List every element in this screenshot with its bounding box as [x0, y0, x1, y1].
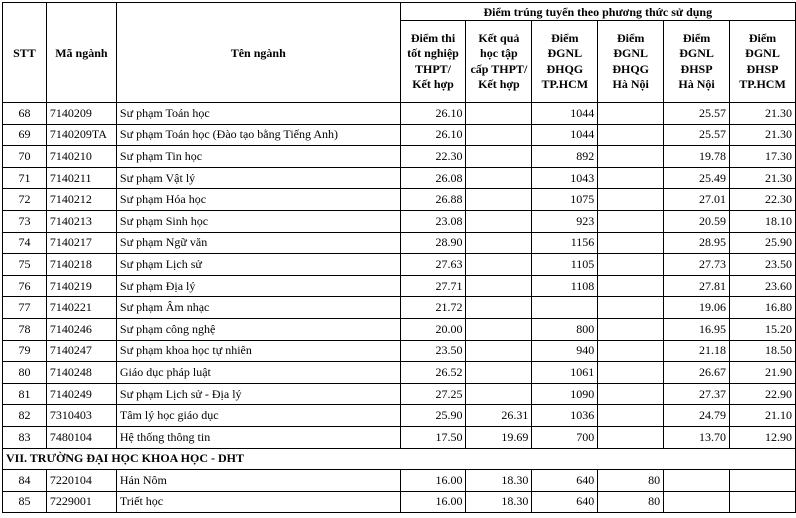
header-score-group: Điểm trúng tuyển theo phương thức sử dụng: [400, 3, 795, 21]
cell-score-3: 640: [532, 470, 598, 492]
cell-ten-nganh: Sư phạm Âm nhạc: [116, 297, 400, 319]
cell-score-4: [598, 232, 664, 254]
header-method-line: ĐGNL: [613, 46, 649, 60]
cell-score-2: [466, 383, 532, 405]
cell-score-4: 80: [598, 470, 664, 492]
section-row: [3, 448, 796, 470]
header-method-2: [466, 21, 532, 103]
header-ten-nganh: Tên ngành: [116, 3, 400, 103]
cell-score-5: 25.57: [664, 124, 730, 146]
cell-score-4: [598, 254, 664, 276]
header-method-line: Điểm: [617, 30, 645, 45]
cell-score-3: 1108: [532, 275, 598, 297]
cell-score-5: [664, 491, 730, 513]
cell-score-3: 1061: [532, 362, 598, 384]
cell-score-1: 23.08: [400, 210, 466, 232]
cell-score-4: 80: [598, 491, 664, 513]
cell-score-6: 22.30: [730, 189, 796, 211]
cell-score-6: [730, 470, 796, 492]
cell-score-3: 1044: [532, 103, 598, 125]
cell-score-1: 25.90: [400, 405, 466, 427]
table-row: [3, 318, 796, 340]
cell-score-4: [598, 146, 664, 168]
table-row: [3, 189, 796, 211]
table-row: [3, 103, 796, 125]
cell-score-5: 27.73: [664, 254, 730, 276]
header-method-line: cấp THPT/: [470, 61, 528, 76]
header-method-3: [532, 21, 598, 103]
table-row: [3, 232, 796, 254]
cell-score-2: [466, 146, 532, 168]
cell-score-1: 22.30: [400, 146, 466, 168]
cell-ten-nganh: Sư phạm Hóa học: [116, 189, 400, 211]
cell-score-5: 28.95: [664, 232, 730, 254]
cell-score-5: 24.79: [664, 405, 730, 427]
cell-score-5: 26.67: [664, 362, 730, 384]
cell-score-6: 21.10: [730, 405, 796, 427]
cell-score-5: 27.81: [664, 275, 730, 297]
header-method-4: [598, 21, 664, 103]
cell-stt: 68: [3, 103, 47, 125]
header-ma-nganh: Mã ngành: [46, 3, 116, 103]
header-method-line: Kết hợp: [412, 77, 454, 91]
cell-score-5: [664, 470, 730, 492]
cell-ten-nganh: Sư phạm Ngữ văn: [116, 232, 400, 254]
cell-score-1: 26.10: [400, 124, 466, 146]
cell-score-1: 16.00: [400, 470, 466, 492]
cell-score-5: 20.59: [664, 210, 730, 232]
header-method-line: Kết quả: [478, 30, 520, 45]
cell-score-2: [466, 232, 532, 254]
table-row: [3, 340, 796, 362]
cell-ma-nganh: 7140217: [46, 232, 116, 254]
cell-stt: 82: [3, 405, 47, 427]
table-row: [3, 426, 796, 448]
cell-score-6: 16.80: [730, 297, 796, 319]
cell-score-4: [598, 210, 664, 232]
cell-ten-nganh: Sư phạm Toán học (Đào tạo bằng Tiếng Anh): [116, 124, 400, 146]
cell-ma-nganh: 7480104: [46, 426, 116, 448]
cell-score-2: [466, 254, 532, 276]
cell-score-2: [466, 340, 532, 362]
cell-score-4: [598, 405, 664, 427]
cell-score-6: 22.90: [730, 383, 796, 405]
cell-score-2: [466, 124, 532, 146]
table-row: [3, 297, 796, 319]
cell-score-6: 12.90: [730, 426, 796, 448]
cell-score-2: [466, 210, 532, 232]
cell-score-5: 13.70: [664, 426, 730, 448]
header-group-row: [3, 3, 796, 21]
cell-score-5: 25.49: [664, 167, 730, 189]
header-method-line: học tập: [480, 46, 518, 60]
table-row: [3, 167, 796, 189]
cell-stt: 69: [3, 124, 47, 146]
cell-score-6: 18.10: [730, 210, 796, 232]
admission-scores-document: [2, 2, 796, 513]
cell-score-2: [466, 189, 532, 211]
table-body: [3, 103, 796, 513]
cell-stt: 72: [3, 189, 47, 211]
header-method-line: ĐHSP: [746, 61, 779, 76]
cell-score-3: 1105: [532, 254, 598, 276]
cell-score-6: 23.50: [730, 254, 796, 276]
cell-ten-nganh: Sư phạm Sinh học: [116, 210, 400, 232]
cell-ma-nganh: 7140212: [46, 189, 116, 211]
cell-score-3: 1043: [532, 167, 598, 189]
cell-score-4: [598, 426, 664, 448]
cell-score-1: 26.88: [400, 189, 466, 211]
cell-ten-nganh: Triết học: [116, 491, 400, 513]
cell-score-2: 18.30: [466, 491, 532, 513]
cell-stt: 83: [3, 426, 47, 448]
cell-score-6: [730, 491, 796, 513]
cell-score-3: [532, 297, 598, 319]
header-method-line: Điểm: [551, 30, 579, 45]
cell-score-3: 800: [532, 318, 598, 340]
cell-score-1: 27.25: [400, 383, 466, 405]
header-method-line: TP.HCM: [541, 77, 589, 91]
cell-score-1: 20.00: [400, 318, 466, 340]
header-method-line: ĐGNL: [547, 46, 583, 60]
cell-score-3: 923: [532, 210, 598, 232]
cell-ten-nganh: Sư phạm khoa học tự nhiên: [116, 340, 400, 362]
cell-score-5: 25.57: [664, 103, 730, 125]
cell-score-4: [598, 318, 664, 340]
header-method-1: [400, 21, 466, 103]
cell-score-5: 27.37: [664, 383, 730, 405]
cell-ma-nganh: 7229001: [46, 491, 116, 513]
section-title: VII. TRƯỜNG ĐẠI HỌC KHOA HỌC - DHT: [3, 448, 796, 470]
admission-scores-table: [2, 2, 796, 513]
cell-score-3: 1090: [532, 383, 598, 405]
cell-score-2: 18.30: [466, 470, 532, 492]
cell-stt: 74: [3, 232, 47, 254]
cell-score-5: 27.01: [664, 189, 730, 211]
table-row: [3, 383, 796, 405]
cell-score-4: [598, 189, 664, 211]
cell-score-4: [598, 124, 664, 146]
cell-stt: 73: [3, 210, 47, 232]
cell-ten-nganh: Sư phạm Vật lý: [116, 167, 400, 189]
table-row: [3, 362, 796, 384]
header-method-line: THPT/: [415, 61, 452, 76]
header-method-line: Hà Nội: [678, 77, 715, 91]
cell-score-2: [466, 275, 532, 297]
cell-score-5: 16.95: [664, 318, 730, 340]
table-row: [3, 254, 796, 276]
cell-score-3: 892: [532, 146, 598, 168]
cell-ten-nganh: Sư phạm Toán học: [116, 103, 400, 125]
cell-stt: 79: [3, 340, 47, 362]
cell-ma-nganh: 7220104: [46, 470, 116, 492]
cell-score-1: 27.71: [400, 275, 466, 297]
cell-ma-nganh: 7140211: [46, 167, 116, 189]
table-row: [3, 275, 796, 297]
cell-score-2: 19.69: [466, 426, 532, 448]
cell-score-1: 26.08: [400, 167, 466, 189]
cell-ma-nganh: 7140221: [46, 297, 116, 319]
cell-stt: 75: [3, 254, 47, 276]
cell-score-3: 640: [532, 491, 598, 513]
header-method-5: [664, 21, 730, 103]
cell-ma-nganh: 7140219: [46, 275, 116, 297]
cell-score-1: 26.10: [400, 103, 466, 125]
cell-ten-nganh: Sư phạm Lịch sử: [116, 254, 400, 276]
cell-score-4: [598, 103, 664, 125]
cell-stt: 84: [3, 470, 47, 492]
cell-score-3: 1036: [532, 405, 598, 427]
cell-score-2: [466, 318, 532, 340]
cell-score-5: 19.78: [664, 146, 730, 168]
cell-score-1: 28.90: [400, 232, 466, 254]
table-row: [3, 470, 796, 492]
header-method-line: TP.HCM: [739, 77, 786, 91]
cell-ma-nganh: 7140210: [46, 146, 116, 168]
cell-stt: 81: [3, 383, 47, 405]
cell-score-4: [598, 340, 664, 362]
cell-score-2: [466, 167, 532, 189]
cell-score-6: 17.30: [730, 146, 796, 168]
cell-ma-nganh: 7140247: [46, 340, 116, 362]
cell-score-4: [598, 275, 664, 297]
header-method-line: Điểm: [682, 30, 711, 45]
header-method-line: Điểm: [748, 30, 777, 45]
cell-score-4: [598, 297, 664, 319]
cell-score-5: 21.18: [664, 340, 730, 362]
cell-ten-nganh: Sư phạm Lịch sử - Địa lý: [116, 383, 400, 405]
cell-score-2: 26.31: [466, 405, 532, 427]
cell-stt: 78: [3, 318, 47, 340]
cell-ma-nganh: 7140246: [46, 318, 116, 340]
cell-ma-nganh: 7140213: [46, 210, 116, 232]
cell-ma-nganh: 7310403: [46, 405, 116, 427]
cell-score-6: 21.30: [730, 167, 796, 189]
cell-score-6: 21.30: [730, 103, 796, 125]
cell-score-6: 23.60: [730, 275, 796, 297]
cell-stt: 76: [3, 275, 47, 297]
cell-stt: 70: [3, 146, 47, 168]
cell-ma-nganh: 7140218: [46, 254, 116, 276]
table-row: [3, 491, 796, 513]
cell-ma-nganh: 7140248: [46, 362, 116, 384]
header-method-line: Điểm thi: [410, 30, 456, 45]
cell-score-1: 27.63: [400, 254, 466, 276]
cell-ma-nganh: 7140209TA: [46, 124, 116, 146]
cell-score-6: 21.30: [730, 124, 796, 146]
cell-score-3: 1075: [532, 189, 598, 211]
cell-score-4: [598, 383, 664, 405]
header-method-6: [730, 21, 796, 103]
cell-ten-nganh: Hán Nôm: [116, 470, 400, 492]
header-method-line: ĐHQG: [546, 61, 584, 76]
cell-score-3: 1156: [532, 232, 598, 254]
table-row: [3, 405, 796, 427]
cell-score-4: [598, 167, 664, 189]
cell-stt: 80: [3, 362, 47, 384]
header-method-line: ĐGNL: [679, 46, 714, 60]
cell-score-1: 17.50: [400, 426, 466, 448]
cell-ma-nganh: 7140209: [46, 103, 116, 125]
cell-stt: 85: [3, 491, 47, 513]
cell-ten-nganh: Giáo dục pháp luật: [116, 362, 400, 384]
cell-ma-nganh: 7140249: [46, 383, 116, 405]
table-row: [3, 146, 796, 168]
cell-score-3: 940: [532, 340, 598, 362]
cell-ten-nganh: Sư phạm Địa lý: [116, 275, 400, 297]
cell-score-6: 18.50: [730, 340, 796, 362]
table-row: [3, 124, 796, 146]
header-method-line: tốt nghiệp: [407, 46, 459, 60]
cell-score-4: [598, 362, 664, 384]
cell-stt: 71: [3, 167, 47, 189]
cell-score-1: 26.52: [400, 362, 466, 384]
cell-score-2: [466, 103, 532, 125]
cell-score-2: [466, 297, 532, 319]
cell-score-2: [466, 362, 532, 384]
cell-score-6: 21.90: [730, 362, 796, 384]
cell-score-6: 15.20: [730, 318, 796, 340]
table-row: [3, 210, 796, 232]
cell-score-1: 16.00: [400, 491, 466, 513]
cell-score-5: 19.06: [664, 297, 730, 319]
cell-score-3: 700: [532, 426, 598, 448]
cell-score-1: 23.50: [400, 340, 466, 362]
cell-ten-nganh: Hệ thống thông tin: [116, 426, 400, 448]
header-method-line: ĐHSP: [680, 61, 713, 76]
header-method-line: Kết hợp: [478, 77, 520, 91]
header-method-line: ĐHQG: [612, 61, 650, 76]
cell-stt: 77: [3, 297, 47, 319]
cell-score-1: 21.72: [400, 297, 466, 319]
cell-ten-nganh: Sư phạm Tin học: [116, 146, 400, 168]
cell-ten-nganh: Sư phạm công nghệ: [116, 318, 400, 340]
cell-score-6: 25.90: [730, 232, 796, 254]
cell-score-3: 1044: [532, 124, 598, 146]
header-stt: STT: [3, 3, 47, 103]
cell-ten-nganh: Tâm lý học giáo dục: [116, 405, 400, 427]
header-method-line: Hà Nội: [612, 77, 649, 91]
header-method-line: ĐGNL: [745, 46, 780, 60]
